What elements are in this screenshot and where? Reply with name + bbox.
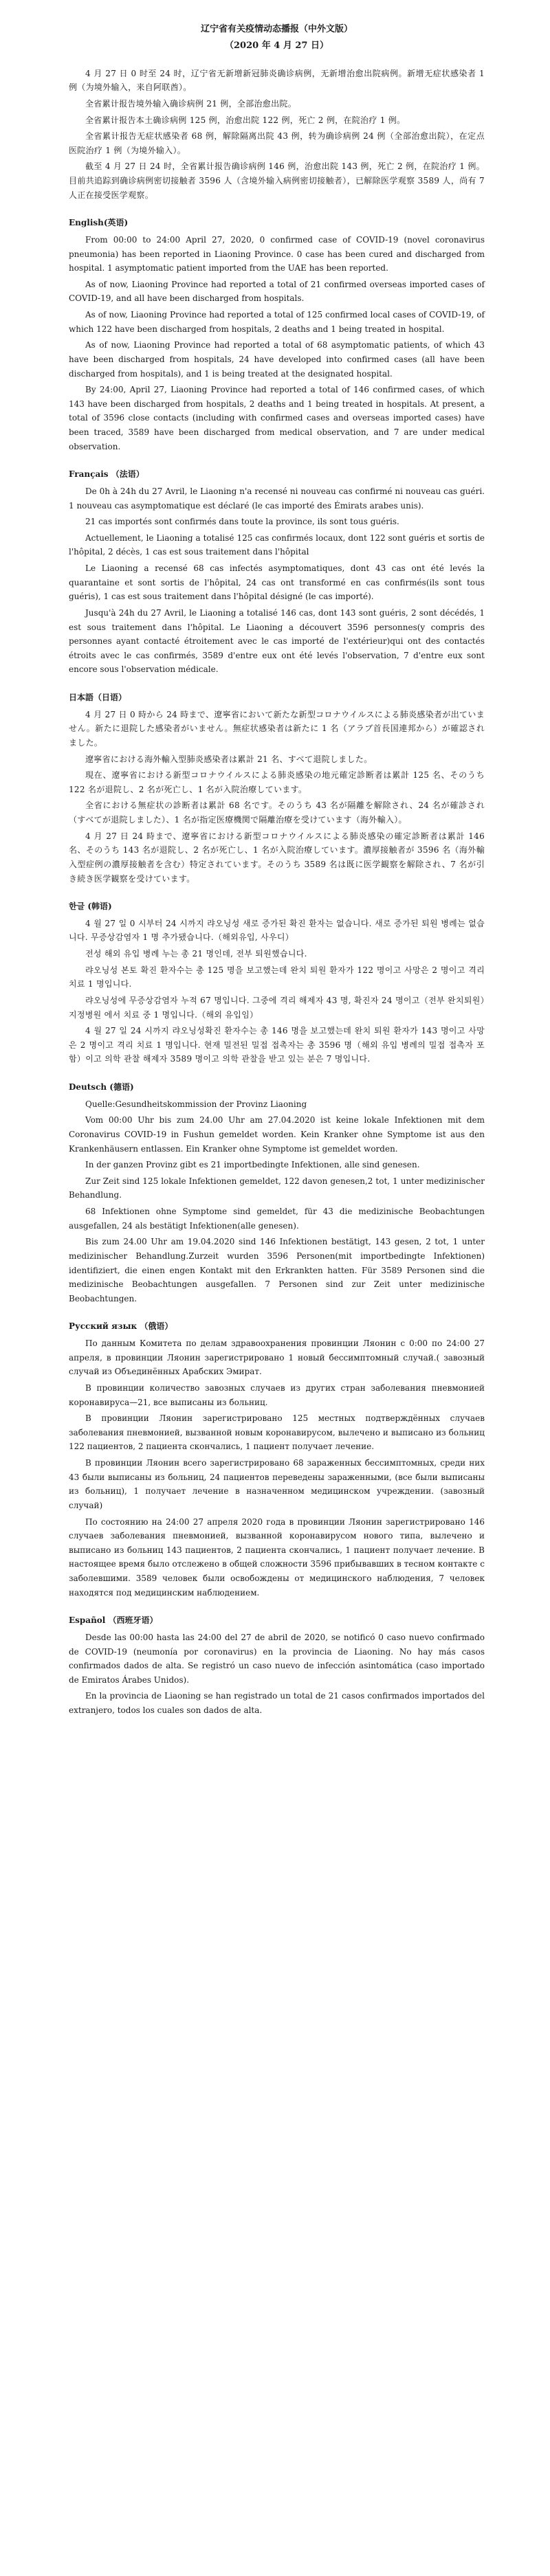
section-english: [69, 216, 485, 453]
paragraph: 全省累计报告本土确诊病例 125 例，治愈出院 122 例，死亡 2 例，在院治疗 1 例。: [85, 115, 406, 125]
paragraph: По данным Комитета по делам здравоохранения провинции Ляонин с 0:00 по 24:00 27 апреля, в провинции Ляонин зарегистрировано 1 новый бессимптомный случай.( завозный случай из Объединённых Арабских Эмират.: [69, 1339, 485, 1377]
paragraph: 전성 해외 유입 병례 누는 총 21 명인데, 전부 퇴원했습니다.: [85, 949, 307, 959]
paragraph: 4 月 27 日 0 時から 24 時まで、遼寧省において新たな新型コロナウイルスによる肺炎感染者が出ていません。新たに退院した感染者がいません。無症状感染者は新たに 1 名（アラブ首長国連邦から）が確認されました。: [69, 709, 485, 748]
paragraph: As of now, Liaoning Province had reported a total of 125 confirmed local cases of COVID-19, of which 122 have been discharged from hospitals, 2 deaths and 1 being treated in hospital.: [69, 310, 485, 334]
paragraph: As of now, Liaoning Province had reported a total of 68 asymptomatic patients, of which 43 have been discharged from hospitals, 24 have developed into confirmed cases (all have been discharged from hospitals), and 1 is being treated at the designated hospital.: [69, 340, 485, 379]
paragraph: 4 月 27 日 0 时至 24 时，辽宁省无新增新冠肺炎确诊病例，无新增治愈出院病例。新增无症状感染者 1 例（为境外输入，来自阿联酋）。: [69, 68, 485, 93]
section-russian: [69, 1319, 485, 1600]
section-heading: Français （法语）: [69, 469, 144, 480]
paragraph: По состоянию на 24:00 27 апреля 2020 года в провинции Ляонин зарегистрировано 146 случаев заболевания пневмонией, вызванной коронавирусом нового типа, вылечено и выписано из больниц 143 пациентов, 2 пациента скончались, 1 пациент получает лечение. В настоящее время было отслежено в общей сложности 3596 прибывавших в тесном контакте с заболевшими. 3589 человек были освобождены от медицинского наблюдения, 7 человек находятся под медицинским наблюдением.: [69, 1516, 485, 1598]
paragraph: 現在、遼寧省における新型コロナウイルスによる肺炎感染の地元確定診断者は累計 125 名、そのうち 122 名が退院し、2 名が死亡し、1 名が入院治療しています。: [69, 770, 485, 794]
paragraph: Jusqu'à 24h du 27 Avril, le Liaoning a totalisé 146 cas, dont 143 sont guéris, 2 sont décédés, 1 est sous traitement dans l'hôpital. Le Liaoning a découvert 3596 personnes(y compris des personnes ayant contacté étroitement avec le cas importé de l'extérieur)qui ont des contactés étroits avec le cas confirmés, 3589 d'entre eux ont été levés l'observation, 7 d'entre eux sont encore sous l'observation médicale.: [69, 607, 485, 675]
paragraph: In der ganzen Provinz gibt es 21 importbedingte Infektionen, alle sind genesen.: [85, 1160, 420, 1170]
paragraph: 全省累计报告无症状感染者 68 例，解除隔离出院 43 例，转为确诊病例 24 例（全部治愈出院），在定点医院治疗 1 例（为境外输入）。: [69, 131, 485, 155]
paragraph: Zur Zeit sind 125 lokale Infektionen gemeldet, 122 davon genesen,2 tot, 1 unter medizinischer Behandlung.: [69, 1176, 485, 1200]
paragraph: Bis zum 24.00 Uhr am 19.04.2020 sind 146 Infektionen bestätigt, 143 gesen, 2 tot, 1 unter medizinischer Behandlung.Zurzeit wurden 3596 Personen(mit importbedingte Infektionen) identifiziert, die einen engen Kontakt mit den Erkrankten hatten. Für 3589 Personen sind die medizinische Beobachtungen ausgefallen. 7 Personen sind zur Zeit unter medizinische Beobachtungen.: [69, 1237, 485, 1303]
paragraph: Actuellement, le Liaoning a totalisé 125 cas confirmés locaux, dont 122 sont guéris et sortis de l'hôpital, 2 décès, 1 cas est sous traitement dans l'hôpital: [69, 533, 485, 557]
section-heading: English(英语): [69, 218, 129, 228]
paragraph: Quelle:Gesundheitskommission der Provinz Liaoning: [85, 1099, 307, 1109]
paragraph: 4 월 27 일 0 시부터 24 시까지 랴오닝성 새로 증가된 확진 환자는 없습니다. 새로 증가된 퇴원 병례는 없습니다. 무증상감염자 1 명 추가됐습니다.（해외유입, 사우디）: [69, 918, 485, 943]
paragraph: В провинции Ляонин зарегистрировано 125 местных подтверждённых случаев заболевания пневмонией, вызванной новым коронавирусом, вылечено и выписано из больниц 122 пациентов, 2 пациента скончались, 1 пациент получает лечение.: [69, 1413, 485, 1452]
section-heading: Русский язык （俄语）: [69, 1321, 173, 1332]
bulletin-date: （2020 年 4 月 27 日）: [225, 41, 329, 52]
paragraph: В провинции Ляонин всего зарегистрировано 68 зараженных бессимптомных, среди них 43 были выписаны из больниц, 24 пациентов переведены зараженными, (все были выписаны из больниц), 1 получает лечение в назначенном медицинском учреждении. (завозный случай): [69, 1458, 485, 1510]
paragraph: As of now, Liaoning Province had reported a total of 21 confirmed overseas imported cases of COVID-19, and all have been discharged from hospitals.: [69, 279, 485, 304]
paragraph: 截至 4 月 27 日 24 时，全省累计报告确诊病例 146 例，治愈出院 143 例，死亡 2 例，在院治疗 1 例。目前共追踪到确诊病例密切接触者 3596 人（含境外输入病例密切接触者），已解除医学观察 3589 人，尚有 7 人正在接受医学观察。: [69, 161, 485, 200]
paragraph: 全省における無症状の診断者は累計 68 名です。そのうち 43 名が隔離を解除され、24 名が確診され（すべてが退院しました）、1 名が指定医療機関で隔離治療を受けています（海外輸入）。: [69, 800, 485, 825]
paragraph: 全省累计报告境外输入确诊病例 21 例，全部治愈出院。: [85, 98, 297, 109]
paragraph: Le Liaoning a recensé 68 cas infectés asymptomatiques, dont 43 cas ont été levés la quarantaine et sont sortis de l'hôpital, 24 cas ont transformé en cas confirmés(ils sont tous guéris), 1 cas est sous traitement dans l'hôpital désigné (le cas importé).: [69, 563, 485, 602]
paragraph: Vom 00:00 Uhr bis zum 24.00 Uhr am 27.04.2020 ist keine lokale Infektionen mit dem Coronavirus COVID-19 in Fushun gemeldet worden. Kein Kranker ohne Symptome ist aus den Krankenhäusern entlassen. Ein Kranker ohne Symptome ist gemeldet worden.: [69, 1115, 485, 1154]
paragraph: Desde las 00:00 hasta las 24:00 del 27 de abril de 2020, se notificó 0 caso nuevo confirmado de COVID-19 (neumonía por coronavirus) en la provincia de Liaoning. No hay más casos confirmados dados de alta. Se registró un caso nuevo de infección asintomática (caso importado de Emiratos Árabes Unidos).: [69, 1632, 485, 1685]
paragraph: 遼寧省における海外輸入型肺炎感染者は累計 21 名、すべて退院しました。: [85, 754, 373, 764]
section-korean: [69, 899, 485, 1066]
section-heading: 한글 (韩语): [69, 901, 112, 912]
paragraph: 랴오닝성 본토 확진 환자수는 총 125 명을 보고했는데 완치 퇴원 환자가 122 명이고 사망은 2 명이고 격리 치료 1 명입니다.: [69, 965, 485, 989]
paragraph: En la provincia de Liaoning se han registrado un total de 21 casos confirmados importados del extranjero, todos los cuales son dados de alta.: [69, 1691, 485, 1716]
section-french: [69, 467, 485, 677]
section-chinese: [69, 67, 485, 203]
paragraph: 21 cas importés sont confirmés dans toute la province, ils sont tous guéris.: [85, 517, 399, 527]
section-heading: Español （西班牙语）: [69, 1615, 158, 1626]
paragraph: By 24:00, April 27, Liaoning Province had reported a total of 146 confirmed cases, of which 143 have been discharged from hospitals, 2 deaths and 1 being treated in hospitals. At present, a total of 3596 close contacts (including with confirmed cases and overseas imported cases) have been traced, 3589 have been discharged from medical observation, and 7 are under medical observation.: [69, 385, 485, 451]
section-japanese: [69, 691, 485, 886]
paragraph: 4 월 27 일 24 시까지 랴오닝성확진 환자수는 총 146 명을 보고했는데 완치 퇴원 환자가 143 명이고 사망은 2 명이고 격리 치료 1 명입니다. 현재 밀전된 밀접 접촉자는 총 3596 명（해외 유입 병례의 밀접 접촉자 포함）이고 의학 관찰 해제자 3589 명이고 의학 관찰을 받고 있는 분은 7 명입니다.: [69, 1026, 485, 1064]
section-heading: 日本語（日语）: [69, 693, 127, 703]
paragraph: 4 月 27 日 24 時まで、遼寧省における新型コロナウイルスによる肺炎感染の確定診断者は累計 146 名、そのうち 143 名が退院し、2 名が死亡し、1 名が入院治療しています。濃厚接触者が 3596 名（海外輸入型症例の濃厚接触者を含む）特定されています。そのうち 3589 名は既に医学観察を解除され、7 名が引き続き医学観察を受けています。: [69, 831, 485, 884]
paragraph: В провинции количество завозных случаев из других стран заболевания пневмонией коронавируса—21, все выписаны из больниц.: [69, 1382, 485, 1407]
paragraph: 랴오닝성에 무증상감염자 누적 67 명입니다. 그중에 격리 해제자 43 명, 확진자 24 명이고（전부 완치퇴원）지정병원 에서 치료 중 1 명입니다.（해외 유입임）: [69, 995, 485, 1020]
bulletin-title: 辽宁省有关疫情动态播报（中外文版）: [200, 24, 353, 34]
section-german: [69, 1080, 485, 1306]
section-heading: Deutsch (德语): [69, 1082, 134, 1093]
section-spanish: [69, 1613, 485, 1717]
paragraph: 68 Infektionen ohne Symptome sind gemeldet, für 43 die medizinische Beobachtungen ausgefallen, 24 als bestätigt Infektionen(alle genesen).: [69, 1207, 485, 1231]
paragraph: De 0h à 24h du 27 Avril, le Liaoning n'a recensé ni nouveau cas confirmé ni nouveau cas guéri. 1 nouveau cas asymptomatique est déclaré (le cas importé des Émirats arabes unis).: [69, 486, 485, 511]
paragraph: From 00:00 to 24:00 April 27, 2020, 0 confirmed case of COVID-19 (novel coronavirus pneumonia) has been reported in Liaoning Province. 0 case has been cured and discharged from hospital. 1 asymptomatic patient imported from the UAE has been reported.: [69, 234, 485, 273]
